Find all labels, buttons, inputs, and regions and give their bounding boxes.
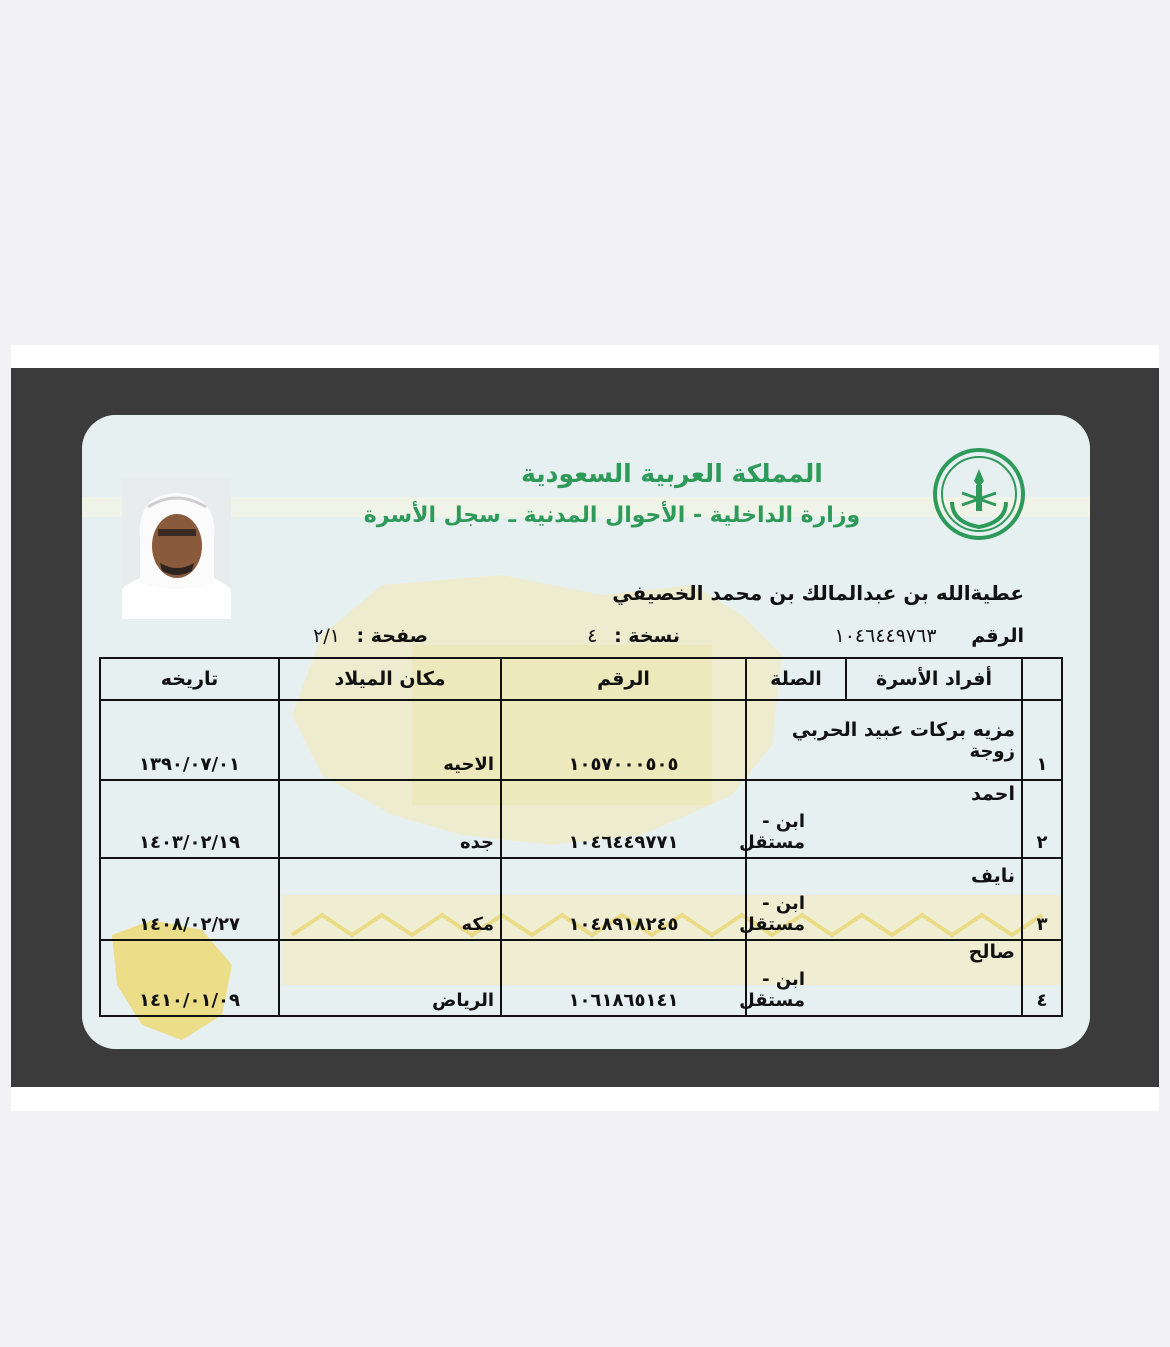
row-index: ٢ — [1022, 780, 1062, 858]
header-birthplace: مكان الميلاد — [279, 658, 501, 700]
member-cell — [739, 780, 1022, 858]
row-index: ٣ — [1022, 858, 1062, 940]
header-date: تاريخه — [100, 658, 279, 700]
member-name: مزيه بركات عبيد الحربي — [791, 718, 1015, 741]
member-id-number: ١٠٦١٨٦٥١٤١ — [501, 940, 746, 1016]
member-birth-date: ١٤١٠/٠١/٠٩ — [100, 940, 279, 1016]
header-number: الرقم — [501, 658, 746, 700]
member-id-number: ١٠٤٦٤٤٩٧٧١ — [501, 780, 746, 858]
table-row — [100, 780, 1062, 858]
family-record-card — [82, 415, 1090, 1049]
table-row — [100, 858, 1062, 940]
country-title: المملكة العربية السعودية — [521, 459, 823, 488]
page-number — [313, 625, 428, 647]
header-index — [1022, 658, 1062, 700]
member-birth-date: ١٤٠٨/٠٢/٢٧ — [100, 858, 279, 940]
copy-label: نسخة : — [614, 625, 680, 647]
table-row — [100, 940, 1062, 1016]
table-header-row — [100, 658, 1062, 700]
member-id-number: ١٠٤٨٩١٨٢٤٥ — [501, 858, 746, 940]
holder-number — [835, 625, 1025, 647]
ministry-title: وزارة الداخلية - الأحوال المدنية ـ سجل الأسرة — [363, 503, 861, 528]
member-birthplace: مكه — [279, 858, 501, 940]
holder-photo — [122, 479, 231, 619]
holder-number-label: الرقم — [971, 625, 1024, 647]
table-row — [100, 700, 1062, 780]
header-relation: الصلة — [746, 658, 846, 700]
holder-number-value: ١٠٤٦٤٤٩٧٦٣ — [834, 625, 937, 647]
copy-number — [587, 625, 680, 647]
member-birthplace: جده — [279, 780, 501, 858]
member-relation: ابن - مستقل — [739, 811, 805, 853]
member-relation: زوجة — [969, 740, 1015, 762]
holder-name: عطيةالله بن عبدالمالك بن محمد الخصيفي — [612, 581, 1024, 605]
member-birthplace: الرياض — [279, 940, 501, 1016]
member-name: احمد — [971, 783, 1015, 805]
member-relation: ابن - مستقل — [739, 969, 805, 1011]
page-label: صفحة : — [356, 625, 428, 647]
member-name: نايف — [970, 865, 1015, 887]
family-members-table — [99, 657, 1063, 1017]
member-birthplace: الاحيه — [279, 700, 501, 780]
header-members: أفراد الأسرة — [846, 658, 1022, 700]
copy-value: ٤ — [587, 625, 598, 647]
member-cell — [746, 700, 1022, 780]
member-birth-date: ١٤٠٣/٠٢/١٩ — [100, 780, 279, 858]
row-index: ٤ — [1022, 940, 1062, 1016]
member-relation: ابن - مستقل — [739, 893, 805, 935]
member-birth-date: ١٣٩٠/٠٧/٠١ — [100, 700, 279, 780]
row-index: ١ — [1022, 700, 1062, 780]
page-value: ٢/١ — [313, 625, 340, 647]
saudi-emblem-icon — [932, 447, 1026, 541]
member-name: صالح — [968, 941, 1015, 963]
member-id-number: ١٠٥٧٠٠٠٥٠٥ — [501, 700, 746, 780]
member-cell — [739, 858, 1022, 940]
member-cell — [739, 940, 1022, 1016]
